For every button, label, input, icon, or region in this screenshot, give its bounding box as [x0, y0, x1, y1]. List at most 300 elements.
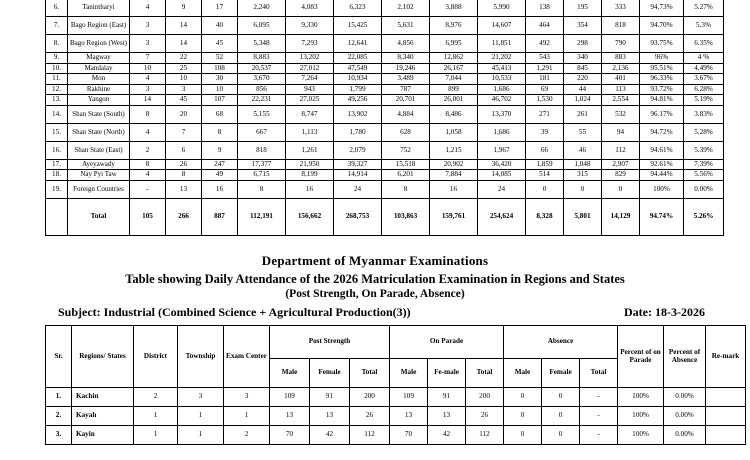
regions-summary-table-continued	[45, 0, 714, 236]
cell: 340	[564, 53, 602, 64]
row-sr: 14.	[46, 105, 68, 123]
cell: 2,240	[238, 0, 286, 17]
cell: 108	[202, 63, 238, 74]
cell: 4 %	[684, 53, 724, 64]
cell: 6	[166, 141, 202, 159]
row-sr: 2.	[46, 407, 72, 426]
row-sr: 6.	[46, 0, 68, 17]
cell: 1,530	[526, 95, 564, 106]
cell: 49	[202, 170, 238, 181]
cell-post-male: 13	[270, 407, 310, 426]
cell: 24	[334, 180, 382, 198]
row-region: Magway	[68, 53, 130, 64]
row-region: Bago Region (West)	[68, 35, 130, 53]
cell: 532	[602, 105, 640, 123]
table-row	[46, 407, 746, 426]
cell: 514	[526, 170, 564, 181]
cell: 7	[166, 123, 202, 141]
cell: 8,976	[430, 17, 478, 35]
header-absence: Absence	[504, 326, 618, 359]
cell: 5,631	[382, 17, 430, 35]
table-row	[46, 0, 724, 17]
cell: 100%	[640, 180, 684, 198]
cell-parade-female: 91	[428, 388, 466, 407]
cell-pct-parade: 100%	[618, 407, 664, 426]
cell: 3.83%	[684, 105, 724, 123]
cell: 315	[564, 170, 602, 181]
cell: 4	[130, 170, 166, 181]
cell: 5.19%	[684, 95, 724, 106]
cell: 20,701	[382, 95, 430, 106]
table-row	[46, 53, 724, 64]
cell: 8	[238, 180, 286, 198]
cell: 12,641	[334, 35, 382, 53]
cell: 1,058	[430, 123, 478, 141]
row-sr: 18.	[46, 170, 68, 181]
cell: 94.44%	[640, 170, 684, 181]
cell: 13,902	[334, 105, 382, 123]
header-absence-male: Male	[504, 359, 542, 388]
row-sr: 16.	[46, 141, 68, 159]
cell: 93.75%	[640, 35, 684, 53]
cell-post-female: 42	[310, 426, 350, 445]
row-sr: 8.	[46, 35, 68, 53]
cell: 92.61%	[640, 159, 684, 170]
department-title: Department of Myanmar Examinations	[261, 253, 489, 268]
header-absence-total: Total	[580, 359, 618, 388]
row-region: Bago Region (East)	[68, 17, 130, 35]
cell: 16	[286, 180, 334, 198]
total-cell: 5.26%	[684, 198, 724, 235]
cell: 96%	[640, 53, 684, 64]
cell-township: 3	[178, 388, 224, 407]
cell: 9,330	[286, 17, 334, 35]
cell: 752	[382, 141, 430, 159]
table-row	[46, 17, 724, 35]
cell: 667	[238, 123, 286, 141]
cell-pct-absence: 0.00%	[664, 407, 706, 426]
row-region: Rakhine	[68, 84, 130, 95]
cell: 4,884	[382, 105, 430, 123]
row-sr: 1.	[46, 388, 72, 407]
cell: 68	[202, 105, 238, 123]
row-region: Kayin	[72, 426, 134, 445]
cell: 9	[166, 0, 202, 17]
cell: 14	[166, 17, 202, 35]
total-cell: 105	[130, 198, 166, 235]
header-exam-center: Exam Center	[224, 326, 270, 388]
cell: 829	[602, 170, 640, 181]
cell-post-male: 70	[270, 426, 310, 445]
cell: 787	[382, 84, 430, 95]
cell: 26	[166, 159, 202, 170]
cell-pct-absence: 0.00%	[664, 426, 706, 445]
cell: 790	[602, 35, 640, 53]
cell: 2	[130, 141, 166, 159]
header-sr: Sr.	[46, 326, 72, 388]
cell: 464	[526, 17, 564, 35]
cell: 8	[166, 170, 202, 181]
cell: 181	[526, 74, 564, 85]
cell: 3.67%	[684, 74, 724, 85]
cell-parade-male: 13	[390, 407, 428, 426]
cell: 8	[382, 180, 430, 198]
cell: 47,549	[334, 63, 382, 74]
cell: 96.17%	[640, 105, 684, 123]
header-absence-female: Female	[542, 359, 580, 388]
total-cell: 94.74%	[640, 198, 684, 235]
cell: 8,747	[286, 105, 334, 123]
cell-absence-female: 0	[542, 407, 580, 426]
cell: 12,862	[430, 53, 478, 64]
row-region: Mandalay	[68, 63, 130, 74]
cell: 14	[166, 35, 202, 53]
cell-parade-total: 200	[466, 388, 504, 407]
subject-label: Subject: Industrial (Combined Science + Agricultural Production(3))	[58, 305, 411, 319]
cell: 94.61%	[640, 141, 684, 159]
header-region: Regions/ States	[72, 326, 134, 388]
cell-absence-male: 0	[504, 388, 542, 407]
cell: 14	[130, 95, 166, 106]
row-region: Foreign Countries	[68, 180, 130, 198]
cell-parade-male: 70	[390, 426, 428, 445]
cell: 16	[202, 180, 238, 198]
cell: 3,670	[238, 74, 286, 85]
total-cell: 8,328	[526, 198, 564, 235]
total-cell: 159,761	[430, 198, 478, 235]
cell: 107	[202, 95, 238, 106]
cell: 1,686	[478, 84, 526, 95]
table-row	[46, 388, 746, 407]
cell: 66	[526, 141, 564, 159]
cell-post-total: 26	[350, 407, 390, 426]
header-percent-absence: Percent of Absence	[664, 326, 706, 388]
cell: 899	[430, 84, 478, 95]
cell: 2,907	[602, 159, 640, 170]
cell-pct-parade: 100%	[618, 388, 664, 407]
row-region: Tanintharyi	[68, 0, 130, 17]
cell: 45	[202, 35, 238, 53]
cell-parade-female: 42	[428, 426, 466, 445]
total-cell: 266	[166, 198, 202, 235]
cell: 22,231	[238, 95, 286, 106]
summary-table-body	[46, 0, 724, 235]
cell-post-total: 112	[350, 426, 390, 445]
cell: 27,025	[286, 95, 334, 106]
table-row	[46, 426, 746, 445]
header-district: District	[134, 326, 178, 388]
cell: 11,851	[478, 35, 526, 53]
header-on-parade: On Parade	[390, 326, 504, 359]
total-cell: 112,191	[238, 198, 286, 235]
table-subtitle: (Post Strength, On Parade, Absence)	[285, 288, 465, 300]
cell-post-total: 200	[350, 388, 390, 407]
cell: 354	[564, 17, 602, 35]
cell: 543	[526, 53, 564, 64]
cell: 818	[238, 141, 286, 159]
cell: 8	[202, 123, 238, 141]
cell: 6.28%	[684, 84, 724, 95]
cell: 10,934	[334, 74, 382, 85]
cell: 21,202	[478, 53, 526, 64]
cell: 13,202	[286, 53, 334, 64]
cell: 5,155	[238, 105, 286, 123]
cell: 5,348	[238, 35, 286, 53]
total-cell: 5,801	[564, 198, 602, 235]
cell: 69	[526, 84, 564, 95]
table-row	[46, 84, 724, 95]
cell: 25	[166, 63, 202, 74]
cell: 5.56%	[684, 170, 724, 181]
cell-post-female: 91	[310, 388, 350, 407]
cell: 5.28%	[684, 123, 724, 141]
cell-absence-total: -	[580, 388, 618, 407]
row-sr: 10.	[46, 63, 68, 74]
cell: 27,012	[286, 63, 334, 74]
cell: 6,995	[430, 35, 478, 53]
cell-post-male: 109	[270, 388, 310, 407]
cell: 4	[130, 123, 166, 141]
header-post-strength: Post Strength	[270, 326, 390, 359]
row-sr: 19.	[46, 180, 68, 198]
cell: 1,859	[526, 159, 564, 170]
row-sr: 11.	[46, 74, 68, 85]
cell: 298	[564, 35, 602, 53]
cell: 22	[166, 53, 202, 64]
cell: 8,199	[286, 170, 334, 181]
cell-remark	[706, 426, 746, 445]
cell: 94	[602, 123, 640, 141]
cell: 6,323	[334, 0, 382, 17]
cell: 1,024	[564, 95, 602, 106]
cell: 45	[166, 95, 202, 106]
cell: 14,914	[334, 170, 382, 181]
row-region: Kachin	[72, 388, 134, 407]
attendance-table-body	[46, 388, 746, 445]
cell: 26,167	[430, 63, 478, 74]
cell: 1,686	[478, 123, 526, 141]
cell: 5.39%	[684, 141, 724, 159]
cell: 138	[526, 0, 564, 17]
cell-parade-male: 109	[390, 388, 428, 407]
total-cell: 103,863	[382, 198, 430, 235]
cell: 401	[602, 74, 640, 85]
row-sr: 3.	[46, 426, 72, 445]
cell: 44	[564, 84, 602, 95]
summary-table	[45, 0, 724, 236]
cell-remark	[706, 407, 746, 426]
cell: 15,518	[382, 159, 430, 170]
cell: 20,537	[238, 63, 286, 74]
cell: 46	[564, 141, 602, 159]
cell: 55	[564, 123, 602, 141]
cell: 7,044	[430, 74, 478, 85]
cell: 4,083	[286, 0, 334, 17]
header-post-total: Total	[350, 359, 390, 388]
cell: 883	[602, 53, 640, 64]
cell: 3,888	[430, 0, 478, 17]
cell: 628	[382, 123, 430, 141]
row-sr: 15.	[46, 123, 68, 141]
cell: 943	[286, 84, 334, 95]
cell: 856	[238, 84, 286, 95]
table-row	[46, 95, 724, 106]
cell: 818	[602, 17, 640, 35]
cell: 52	[202, 53, 238, 64]
table-row	[46, 141, 724, 159]
header-post-male: Male	[270, 359, 310, 388]
cell: 5,990	[478, 0, 526, 17]
cell: 24	[478, 180, 526, 198]
total-cell: 254,624	[478, 198, 526, 235]
cell: 8,340	[382, 53, 430, 64]
cell: 2,079	[334, 141, 382, 159]
cell: 3	[166, 84, 202, 95]
cell: 4	[130, 0, 166, 17]
cell: 16	[430, 180, 478, 198]
cell: 112	[602, 141, 640, 159]
cell-district: 1	[134, 407, 178, 426]
cell: 30	[202, 74, 238, 85]
cell: 2,136	[602, 63, 640, 74]
cell: 7,264	[286, 74, 334, 85]
cell: 17,377	[238, 159, 286, 170]
cell-absence-total: -	[580, 426, 618, 445]
cell: 36,420	[478, 159, 526, 170]
cell: 46,702	[478, 95, 526, 106]
row-sr: 13.	[46, 95, 68, 106]
attendance-table	[45, 325, 746, 445]
table-title: Table showing Daily Attendance of the 2026 Matriculation Examination in Regions and States	[125, 272, 625, 286]
table-row	[46, 123, 724, 141]
cell: 1,291	[526, 63, 564, 74]
row-region: Kayah	[72, 407, 134, 426]
cell-center: 3	[224, 388, 270, 407]
cell-parade-total: 112	[466, 426, 504, 445]
cell-pct-parade: 100%	[618, 426, 664, 445]
cell: 10,533	[478, 74, 526, 85]
table-row	[46, 170, 724, 181]
cell: 845	[564, 63, 602, 74]
cell: 94.70%	[640, 17, 684, 35]
cell: 261	[564, 105, 602, 123]
total-label: Total	[68, 198, 130, 235]
cell-post-female: 13	[310, 407, 350, 426]
cell: 1,799	[334, 84, 382, 95]
cell: 113	[602, 84, 640, 95]
header-parade-total: Total	[466, 359, 504, 388]
cell: 93.72%	[640, 84, 684, 95]
cell: 7.39%	[684, 159, 724, 170]
cell: 3,489	[382, 74, 430, 85]
cell: 21,950	[286, 159, 334, 170]
cell-center: 2	[224, 426, 270, 445]
cell-township: 1	[178, 407, 224, 426]
cell: 1,967	[478, 141, 526, 159]
cell: 3	[130, 17, 166, 35]
row-region: Nay Pyi Taw	[68, 170, 130, 181]
cell: 20	[166, 105, 202, 123]
table-total-row	[46, 198, 724, 235]
cell: 195	[564, 0, 602, 17]
row-region: Mon	[68, 74, 130, 85]
row-region: Ayeyawady	[68, 159, 130, 170]
row-region: Yangon	[68, 95, 130, 106]
cell: 1,215	[430, 141, 478, 159]
cell-parade-total: 26	[466, 407, 504, 426]
cell-absence-male: 0	[504, 407, 542, 426]
cell: 45,413	[478, 63, 526, 74]
cell: 96.33%	[640, 74, 684, 85]
cell: 7	[130, 53, 166, 64]
cell: 0	[602, 180, 640, 198]
cell: 2,102	[382, 0, 430, 17]
table-row	[46, 63, 724, 74]
table-row	[46, 35, 724, 53]
cell: 40	[202, 17, 238, 35]
attendance-table-head	[46, 326, 746, 388]
cell: 271	[526, 105, 564, 123]
cell: 10	[166, 74, 202, 85]
cell: 9	[202, 141, 238, 159]
header-parade-male: Male	[390, 359, 428, 388]
cell: 10	[130, 63, 166, 74]
cell: 3	[130, 84, 166, 95]
header-remark: Re-mark	[706, 326, 746, 388]
cell-parade-female: 13	[428, 407, 466, 426]
cell: 95.51%	[640, 63, 684, 74]
cell: 6,095	[238, 17, 286, 35]
cell: 0	[564, 180, 602, 198]
cell: 94.72%	[640, 123, 684, 141]
cell: 1,261	[286, 141, 334, 159]
cell: 15,425	[334, 17, 382, 35]
cell: 8,486	[430, 105, 478, 123]
cell: 4,856	[382, 35, 430, 53]
header-post-female: Female	[310, 359, 350, 388]
cell: 14,607	[478, 17, 526, 35]
cell-absence-female: 0	[542, 388, 580, 407]
table-row	[46, 180, 724, 198]
cell: 94.73%	[640, 0, 684, 17]
cell: 7,293	[286, 35, 334, 53]
cell: 14,085	[478, 170, 526, 181]
cell: 22,085	[334, 53, 382, 64]
total-cell: 14,129	[602, 198, 640, 235]
header-parade-female: Fe-male	[428, 359, 466, 388]
cell: 13	[166, 180, 202, 198]
cell: 333	[602, 0, 640, 17]
cell: 1,113	[286, 123, 334, 141]
cell: 3	[130, 35, 166, 53]
table-row	[46, 105, 724, 123]
total-sr	[46, 198, 68, 235]
cell: 1,048	[564, 159, 602, 170]
row-sr: 12.	[46, 84, 68, 95]
row-region: Shan State (South)	[68, 105, 130, 123]
cell: 1,780	[334, 123, 382, 141]
cell-pct-absence: 0.00%	[664, 388, 706, 407]
cell: 7,884	[430, 170, 478, 181]
cell: 4	[130, 74, 166, 85]
cell: 49,256	[334, 95, 382, 106]
cell: 492	[526, 35, 564, 53]
cell-remark	[706, 388, 746, 407]
row-region: Shan State (North)	[68, 123, 130, 141]
row-region: Shan State (East)	[68, 141, 130, 159]
cell: 2,554	[602, 95, 640, 106]
cell-township: 1	[178, 426, 224, 445]
